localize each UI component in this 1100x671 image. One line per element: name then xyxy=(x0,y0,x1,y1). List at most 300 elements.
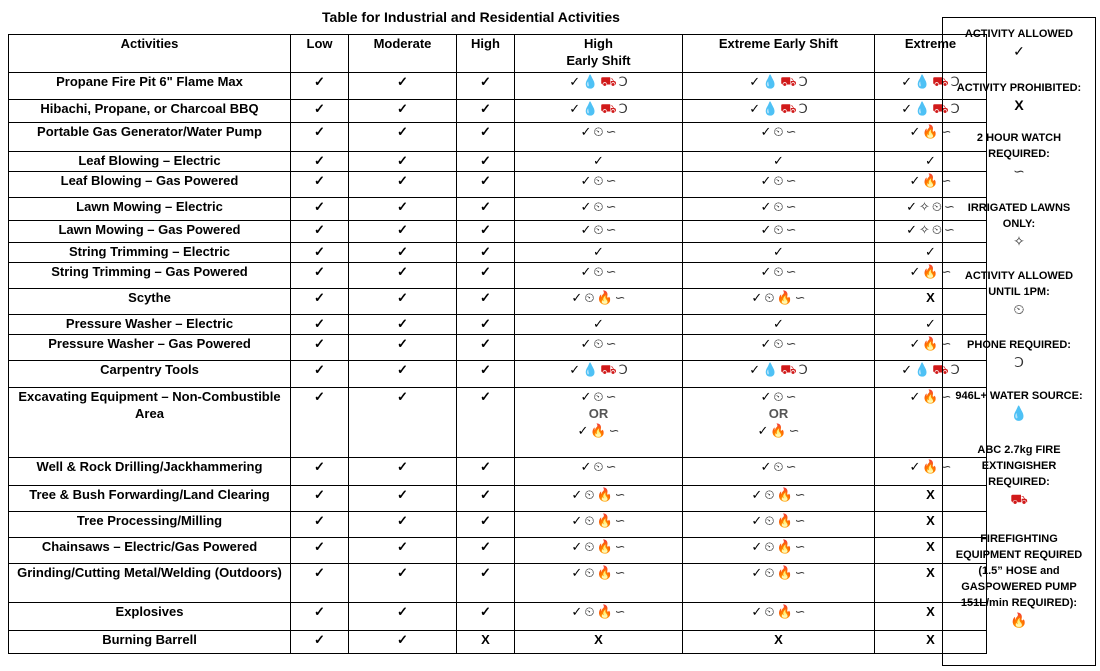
watch-icon: ∽ xyxy=(785,173,797,188)
low-cell: ✓ xyxy=(291,100,349,123)
high-cell: ✓ xyxy=(457,335,515,361)
high-early-cell xyxy=(515,123,683,152)
fire-icon: 🔥 xyxy=(776,565,793,580)
clock-icon: ⏲ xyxy=(584,604,595,619)
high-early-cell xyxy=(515,458,683,486)
watch-icon: ∽ xyxy=(794,565,806,580)
table-row xyxy=(9,512,987,538)
legend-label: 946L+ WATER SOURCE: xyxy=(955,390,1083,402)
extreme-early-cell xyxy=(683,198,875,221)
table-row xyxy=(9,289,987,315)
fire-icon: 🔥 xyxy=(922,264,939,279)
clock-icon: ⏲ xyxy=(764,513,775,528)
table-row xyxy=(9,221,987,243)
high-early-cell xyxy=(515,512,683,538)
clock-icon: ⏲ xyxy=(773,222,784,237)
high-cell: ✓ xyxy=(457,486,515,512)
legend-item xyxy=(940,336,1095,370)
symbol-group xyxy=(517,538,680,555)
watch-icon: ∽ xyxy=(944,199,955,214)
activity-name: Excavating Equipment – Non-Combustible Area xyxy=(9,388,291,458)
clock-icon: ⏲ xyxy=(764,565,775,580)
moderate-cell: ✓ xyxy=(349,512,457,538)
extreme-early-cell xyxy=(683,486,875,512)
extreme-early-cell xyxy=(683,361,875,388)
phone-icon: Ↄ xyxy=(950,74,960,89)
prohibited-icon: X xyxy=(774,632,783,647)
high-cell: ✓ xyxy=(457,458,515,486)
check-icon: ✓ xyxy=(571,604,583,619)
check-icon: ✓ xyxy=(760,389,772,404)
symbol-group xyxy=(517,486,680,503)
irrigated-lawn-icon: ✧ xyxy=(918,199,930,214)
check-icon: ✓ xyxy=(751,565,763,580)
symbol-group xyxy=(517,172,680,189)
check-icon: ✓ xyxy=(760,124,772,139)
extreme-early-cell xyxy=(683,263,875,289)
symbol-group xyxy=(685,422,872,439)
check-icon: ✓ xyxy=(909,336,921,351)
activity-name: Grinding/Cutting Metal/Welding (Outdoors) xyxy=(9,564,291,603)
water-drop-icon: 💧 xyxy=(762,362,779,377)
symbol-group xyxy=(685,221,872,238)
low-cell: ✓ xyxy=(291,172,349,198)
table-header-row xyxy=(9,35,987,73)
column-header: High xyxy=(457,35,515,73)
low-cell: ✓ xyxy=(291,198,349,221)
watch-icon: ∽ xyxy=(605,336,617,351)
check-icon: ✓ xyxy=(580,124,592,139)
column-header: Extreme Early Shift xyxy=(683,35,875,73)
water-drop-icon: 💧 xyxy=(582,362,599,377)
activity-name: Leaf Blowing – Electric xyxy=(9,152,291,172)
watch-icon: ∽ xyxy=(940,264,952,279)
legend-item xyxy=(943,531,1095,628)
check-icon: ✓ xyxy=(773,316,784,331)
moderate-cell: ✓ xyxy=(349,315,457,335)
activity-name: Lawn Mowing – Gas Powered xyxy=(9,221,291,243)
check-icon: ✓ xyxy=(571,487,583,502)
check-icon: ✓ xyxy=(593,153,604,168)
legend-label: ACTIVITY ALLOWED UNTIL 1PM: xyxy=(964,270,1074,298)
column-header: Moderate xyxy=(349,35,457,73)
symbol-group xyxy=(685,458,872,475)
table-row xyxy=(9,538,987,564)
fire-extinguisher-icon: ⛟ xyxy=(1010,491,1028,507)
high-cell: ✓ xyxy=(457,564,515,603)
symbol-group xyxy=(685,315,872,332)
check-icon: ✓ xyxy=(569,74,581,89)
high-early-cell xyxy=(515,486,683,512)
check-icon: ✓ xyxy=(909,124,921,139)
check-icon: ✓ xyxy=(569,101,581,116)
check-icon: ✓ xyxy=(580,199,592,214)
moderate-cell: ✓ xyxy=(349,243,457,263)
extreme-early-cell xyxy=(683,289,875,315)
symbol-group xyxy=(517,315,680,332)
clock-icon: ⏲ xyxy=(773,389,784,404)
legend-item xyxy=(943,268,1095,317)
symbol-group xyxy=(685,335,872,352)
moderate-cell: ✓ xyxy=(349,100,457,123)
table-row xyxy=(9,315,987,335)
table-row xyxy=(9,152,987,172)
watch-icon: ∽ xyxy=(614,290,626,305)
legend-item xyxy=(943,26,1095,59)
high-early-cell xyxy=(515,243,683,263)
symbol-group xyxy=(517,361,680,378)
symbol-group xyxy=(517,335,680,352)
moderate-cell: ✓ xyxy=(349,123,457,152)
high-early-cell xyxy=(515,538,683,564)
watch-icon: ∽ xyxy=(785,222,797,237)
high-early-cell xyxy=(515,335,683,361)
clock-icon: ⏲ xyxy=(593,336,604,351)
prohibited-icon: X xyxy=(926,487,935,502)
symbol-group xyxy=(517,73,680,90)
fire-icon: 🔥 xyxy=(776,487,793,502)
phone-icon: Ↄ xyxy=(618,101,628,116)
high-cell: ✓ xyxy=(457,152,515,172)
watch-icon: ∽ xyxy=(794,604,806,619)
symbol-group xyxy=(685,388,872,405)
symbol-group xyxy=(517,564,680,581)
moderate-cell: ✓ xyxy=(349,631,457,654)
clock-icon: ⏲ xyxy=(764,487,775,502)
watch-icon: ∽ xyxy=(788,423,800,438)
symbol-group xyxy=(685,100,872,117)
watch-icon: ∽ xyxy=(940,336,952,351)
phone-icon: Ↄ xyxy=(798,101,808,116)
moderate-cell: ✓ xyxy=(349,263,457,289)
phone-icon: Ↄ xyxy=(618,74,628,89)
watch-icon: ∽ xyxy=(605,173,617,188)
symbol-group xyxy=(685,198,872,215)
symbol-group xyxy=(685,603,872,620)
symbol-group xyxy=(685,538,872,555)
phone-icon: Ↄ xyxy=(618,362,628,377)
clock-icon: ⏲ xyxy=(593,199,604,214)
check-icon: ✓ xyxy=(760,222,772,237)
high-early-cell xyxy=(515,198,683,221)
column-header: High Early Shift xyxy=(515,35,683,73)
fire-icon: 🔥 xyxy=(922,389,939,404)
low-cell: ✓ xyxy=(291,512,349,538)
activity-name: Scythe xyxy=(9,289,291,315)
symbol-group xyxy=(517,221,680,238)
symbol-group xyxy=(685,486,872,503)
high-early-cell xyxy=(515,564,683,603)
activity-name: Hibachi, Propane, or Charcoal BBQ xyxy=(9,100,291,123)
check-icon: ✓ xyxy=(593,316,604,331)
watch-icon: ∽ xyxy=(614,513,626,528)
fire-icon: 🔥 xyxy=(776,290,793,305)
water-drop-icon: 💧 xyxy=(914,101,931,116)
clock-icon: ⏲ xyxy=(584,565,595,580)
moderate-cell: ✓ xyxy=(349,335,457,361)
activity-name: String Trimming – Electric xyxy=(9,243,291,263)
clock-icon: ⏲ xyxy=(584,539,595,554)
check-icon: ✓ xyxy=(749,74,761,89)
water-drop-icon: 💧 xyxy=(1010,405,1028,421)
irrigated-lawn-icon: ✧ xyxy=(1013,233,1025,249)
low-cell: ✓ xyxy=(291,603,349,631)
moderate-cell: ✓ xyxy=(349,172,457,198)
check-icon: ✓ xyxy=(901,74,913,89)
low-cell: ✓ xyxy=(291,458,349,486)
symbol-group xyxy=(517,100,680,117)
low-cell: ✓ xyxy=(291,388,349,458)
clock-icon: ⏲ xyxy=(1013,301,1025,317)
clock-icon: ⏲ xyxy=(764,539,775,554)
symbol-group xyxy=(517,631,680,648)
prohibited-icon: X xyxy=(926,290,935,305)
check-icon: ✓ xyxy=(751,539,763,554)
watch-icon: ∽ xyxy=(785,264,797,279)
legend-label: FIREFIGHTING EQUIPMENT REQUIRED (1.5” HOSE and GASPOWERED PUMP 151L/min REQUIRED): xyxy=(955,533,1083,609)
check-icon: ✓ xyxy=(571,290,583,305)
high-early-cell xyxy=(515,152,683,172)
moderate-cell: ✓ xyxy=(349,564,457,603)
check-icon: ✓ xyxy=(925,316,936,331)
check-icon: ✓ xyxy=(757,423,769,438)
check-icon: ✓ xyxy=(751,513,763,528)
high-cell: ✓ xyxy=(457,388,515,458)
symbol-group xyxy=(517,458,680,475)
check-icon: ✓ xyxy=(909,459,921,474)
extreme-early-cell xyxy=(683,538,875,564)
symbol-group xyxy=(685,361,872,378)
high-early-cell xyxy=(515,289,683,315)
high-cell: ✓ xyxy=(457,221,515,243)
fire-icon: 🔥 xyxy=(922,173,939,188)
low-cell: ✓ xyxy=(291,486,349,512)
low-cell: ✓ xyxy=(291,538,349,564)
table-row xyxy=(9,631,987,654)
high-cell: X xyxy=(457,631,515,654)
water-drop-icon: 💧 xyxy=(914,74,931,89)
low-cell: ✓ xyxy=(291,152,349,172)
watch-icon: ∽ xyxy=(608,423,620,438)
high-early-cell xyxy=(515,603,683,631)
or-text: OR xyxy=(588,406,609,421)
clock-icon: ⏲ xyxy=(584,290,595,305)
moderate-cell: ✓ xyxy=(349,458,457,486)
check-icon: ✓ xyxy=(569,362,581,377)
high-cell: ✓ xyxy=(457,172,515,198)
fire-icon: 🔥 xyxy=(596,604,613,619)
watch-icon: ∽ xyxy=(794,513,806,528)
water-drop-icon: 💧 xyxy=(582,74,599,89)
moderate-cell: ✓ xyxy=(349,73,457,100)
legend-label: 2 HOUR WATCH REQUIRED: xyxy=(976,132,1062,160)
clock-icon: ⏲ xyxy=(584,487,595,502)
watch-icon: ∽ xyxy=(940,173,952,188)
fire-icon: 🔥 xyxy=(596,565,613,580)
watch-icon: ∽ xyxy=(794,539,806,554)
extreme-early-cell xyxy=(683,243,875,263)
check-icon: ✓ xyxy=(580,389,592,404)
activity-name: Propane Fire Pit 6" Flame Max xyxy=(9,73,291,100)
activity-name: Burning Barrell xyxy=(9,631,291,654)
high-early-cell xyxy=(515,631,683,654)
watch-icon: ∽ xyxy=(794,487,806,502)
clock-icon: ⏲ xyxy=(593,173,604,188)
moderate-cell: ✓ xyxy=(349,289,457,315)
clock-icon: ⏲ xyxy=(773,264,784,279)
table-row xyxy=(9,388,987,458)
watch-icon: ∽ xyxy=(605,222,617,237)
check-icon: ✓ xyxy=(760,264,772,279)
table-row xyxy=(9,603,987,631)
clock-icon: ⏲ xyxy=(584,513,595,528)
moderate-cell: ✓ xyxy=(349,361,457,388)
activity-name: String Trimming – Gas Powered xyxy=(9,263,291,289)
activity-name: Carpentry Tools xyxy=(9,361,291,388)
phone-icon: Ↄ xyxy=(798,362,808,377)
legend-item xyxy=(943,130,1095,179)
low-cell: ✓ xyxy=(291,335,349,361)
fire-icon: 🔥 xyxy=(776,604,793,619)
table-row xyxy=(9,243,987,263)
check-icon: ✓ xyxy=(580,459,592,474)
fire-extinguisher-icon: ⛟ xyxy=(932,74,949,89)
watch-icon: ∽ xyxy=(605,389,617,404)
prohibited-icon: X xyxy=(1014,97,1024,113)
prohibited-icon: X xyxy=(926,632,935,647)
check-icon: ✓ xyxy=(909,264,921,279)
table-row xyxy=(9,100,987,123)
symbol-group xyxy=(517,263,680,280)
watch-icon: ∽ xyxy=(1013,163,1025,179)
check-icon: ✓ xyxy=(593,244,604,259)
extreme-early-cell xyxy=(683,603,875,631)
table-row xyxy=(9,73,987,100)
moderate-cell: ✓ xyxy=(349,538,457,564)
clock-icon: ⏲ xyxy=(773,336,784,351)
watch-icon: ∽ xyxy=(785,336,797,351)
low-cell: ✓ xyxy=(291,221,349,243)
clock-icon: ⏲ xyxy=(931,199,943,214)
legend-item xyxy=(940,388,1095,421)
symbol-group xyxy=(685,512,872,529)
fire-icon: 🔥 xyxy=(596,513,613,528)
activity-name: Lawn Mowing – Electric xyxy=(9,198,291,221)
high-cell: ✓ xyxy=(457,289,515,315)
watch-icon: ∽ xyxy=(944,222,955,237)
fire-extinguisher-icon: ⛟ xyxy=(600,101,617,116)
table-row xyxy=(9,123,987,152)
high-cell: ✓ xyxy=(457,538,515,564)
watch-icon: ∽ xyxy=(794,290,806,305)
extreme-early-cell xyxy=(683,100,875,123)
fire-icon: 🔥 xyxy=(770,423,787,438)
moderate-cell: ✓ xyxy=(349,603,457,631)
clock-icon: ⏲ xyxy=(593,124,604,139)
water-drop-icon: 💧 xyxy=(762,74,779,89)
high-cell: ✓ xyxy=(457,243,515,263)
table-row xyxy=(9,335,987,361)
high-cell: ✓ xyxy=(457,512,515,538)
symbol-group xyxy=(685,123,872,140)
activity-name: Portable Gas Generator/Water Pump xyxy=(9,123,291,152)
symbol-group xyxy=(685,263,872,280)
watch-icon: ∽ xyxy=(785,199,797,214)
high-early-cell xyxy=(515,172,683,198)
check-icon: ✓ xyxy=(749,101,761,116)
watch-icon: ∽ xyxy=(614,604,626,619)
legend-label: ABC 2.7kg FIRE EXTINGISHER REQUIRED: xyxy=(977,444,1061,488)
check-icon: ✓ xyxy=(751,604,763,619)
moderate-cell: ✓ xyxy=(349,221,457,243)
high-cell: ✓ xyxy=(457,123,515,152)
high-early-cell xyxy=(515,315,683,335)
fire-icon: 🔥 xyxy=(596,487,613,502)
check-icon: ✓ xyxy=(925,244,936,259)
extreme-early-cell xyxy=(683,123,875,152)
check-icon: ✓ xyxy=(760,336,772,351)
symbol-group xyxy=(685,243,872,260)
watch-icon: ∽ xyxy=(614,539,626,554)
low-cell: ✓ xyxy=(291,263,349,289)
prohibited-icon: X xyxy=(594,632,603,647)
watch-icon: ∽ xyxy=(785,459,797,474)
fire-icon: 🔥 xyxy=(596,290,613,305)
fire-extinguisher-icon: ⛟ xyxy=(600,74,617,89)
legend-item xyxy=(940,442,1095,507)
check-icon: ✓ xyxy=(906,222,917,237)
legend-label: ACTIVITY PROHIBITED: xyxy=(956,82,1082,94)
check-icon: ✓ xyxy=(580,173,592,188)
check-icon: ✓ xyxy=(571,513,583,528)
table-row xyxy=(9,564,987,603)
fire-icon: 🔥 xyxy=(1010,612,1028,628)
phone-icon: Ↄ xyxy=(1014,354,1024,370)
check-icon: ✓ xyxy=(909,173,921,188)
table-row xyxy=(9,361,987,388)
check-icon: ✓ xyxy=(760,199,772,214)
activity-name: Chainsaws – Electric/Gas Powered xyxy=(9,538,291,564)
high-cell: ✓ xyxy=(457,315,515,335)
prohibited-icon: X xyxy=(926,565,935,580)
irrigated-lawn-icon: ✧ xyxy=(918,222,930,237)
activities-table xyxy=(8,34,987,654)
fire-icon: 🔥 xyxy=(590,423,607,438)
watch-icon: ∽ xyxy=(605,199,617,214)
high-early-cell xyxy=(515,221,683,243)
extreme-early-cell xyxy=(683,631,875,654)
clock-icon: ⏲ xyxy=(764,604,775,619)
low-cell: ✓ xyxy=(291,631,349,654)
low-cell: ✓ xyxy=(291,564,349,603)
column-header: Extreme xyxy=(875,35,987,73)
symbol-group xyxy=(685,152,872,169)
fire-icon: 🔥 xyxy=(776,539,793,554)
watch-icon: ∽ xyxy=(940,389,952,404)
check-icon: ✓ xyxy=(751,487,763,502)
symbol-group xyxy=(517,198,680,215)
extreme-early-cell xyxy=(683,458,875,486)
check-icon: ✓ xyxy=(773,244,784,259)
fire-icon: 🔥 xyxy=(922,124,939,139)
legend-panel xyxy=(942,17,1096,666)
check-icon: ✓ xyxy=(901,362,913,377)
prohibited-icon: X xyxy=(926,513,935,528)
activity-name: Pressure Washer – Gas Powered xyxy=(9,335,291,361)
symbol-group xyxy=(517,512,680,529)
clock-icon: ⏲ xyxy=(773,199,784,214)
or-text: OR xyxy=(768,406,789,421)
